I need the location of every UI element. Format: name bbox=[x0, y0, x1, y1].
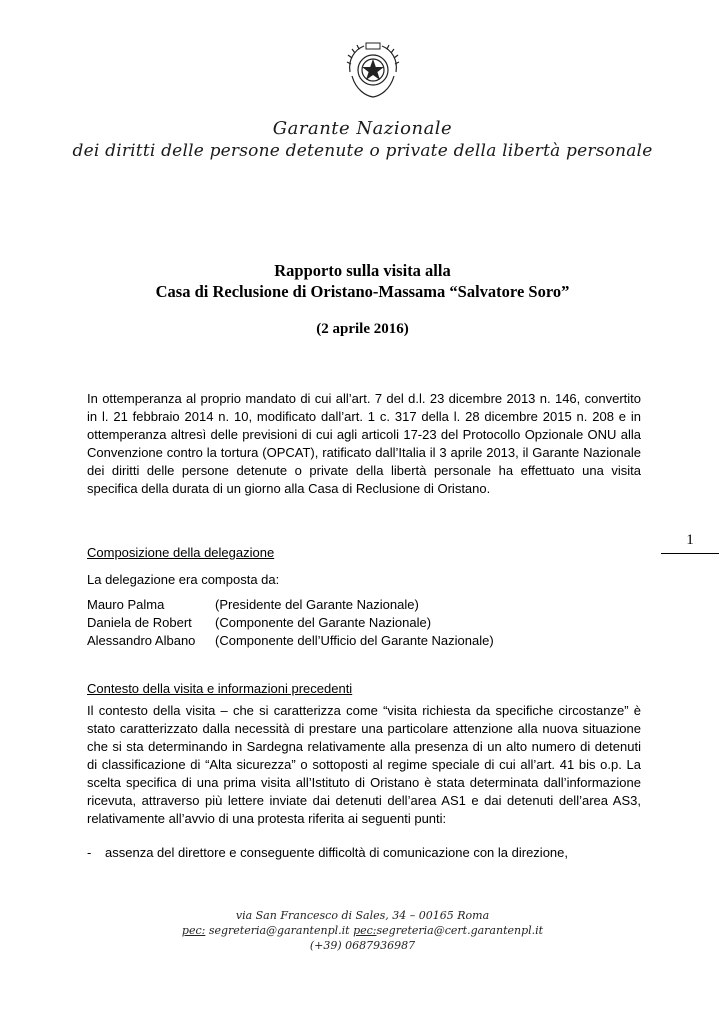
context-heading: Contesto della visita e informazioni precedenti bbox=[87, 681, 353, 696]
pec-label: pec: bbox=[181, 924, 206, 937]
delegation-heading: Composizione della delegazione bbox=[87, 545, 275, 560]
member-role: (Componente dell’Ufficio del Garante Nazionale) bbox=[215, 633, 494, 648]
member-name: Alessandro Albano bbox=[87, 633, 196, 648]
document-date: (2 aprile 2016) bbox=[316, 321, 409, 337]
header-title: Garante Nazionale bbox=[272, 118, 453, 139]
document-title-line2: Casa di Reclusione di Oristano-Massama “Salvatore Soro” bbox=[155, 282, 570, 301]
pec-cert-email[interactable]: segreteria@cert.garantenpl.it bbox=[376, 924, 544, 937]
bullet-marker: - bbox=[87, 845, 92, 860]
bullet-text: assenza del direttore e conseguente difficoltà di comunicazione con la direzione, bbox=[105, 845, 568, 860]
delegation-member bbox=[87, 614, 647, 632]
pec-email[interactable]: segreteria@garantenpl.it bbox=[208, 924, 350, 937]
header-subtitle: dei diritti delle persone detenute o private della libertà personale bbox=[72, 141, 653, 161]
document-title-line1: Rapporto sulla visita alla bbox=[274, 261, 451, 280]
italian-republic-emblem-icon bbox=[344, 40, 402, 100]
footer-address: via San Francesco di Sales, 34 – 00165 Roma bbox=[235, 909, 490, 922]
member-role: (Componente del Garante Nazionale) bbox=[215, 615, 432, 630]
pec-label: pec: bbox=[353, 924, 377, 937]
delegation-member bbox=[87, 596, 647, 614]
member-name: Daniela de Robert bbox=[87, 615, 192, 630]
context-paragraph: Il contesto della visita – che si caratterizza come “visita richiesta da specifiche circostanze” è stato caratterizzato dalla necessità di prestare una particolare attenzione alla nuova situazione che si sta determinando in Sardegna relativamente alla presenza di un alto numero di detenuti di classificazione di “Alta sicurezza” o sottoposti al regime speciale di cui all’art. 41 bis o.p. La scelta specifica di una prima visita all’Istituto di Oristano è stata determinata dall’informazione ricevuta, attraverso più lettere inviate dai detenuti dell’area AS1 e dai detenuti dell’area AS3, relativamente all’avvio di una protesta riferita ai seguenti punti: bbox=[87, 703, 641, 826]
member-name: Mauro Palma bbox=[87, 597, 165, 612]
delegation-member bbox=[87, 632, 647, 650]
footer-phone: (+39) 0687936987 bbox=[309, 939, 416, 952]
footer-pec bbox=[0, 924, 725, 937]
member-role: (Presidente del Garante Nazionale) bbox=[215, 597, 419, 612]
page-number-rule bbox=[661, 553, 719, 554]
intro-paragraph: In ottemperanza al proprio mandato di cui all’art. 7 del d.l. 23 dicembre 2013 n. 146, convertito in l. 21 febbraio 2014 n. 10, modificato dall’art. 1 c. 317 della l. 28 dicembre 2015 n. 208 e in ottemperanza altresì delle previsioni di cui agli articoli 17-23 del Protocollo Opzionale ONU alla Convenzione contro la tortura (OPCAT), ratificato dall’Italia il 3 aprile 2013, il Garante Nazionale dei diritti delle persone detenute o private della libertà personale ha effettuato una visita specifica della durata di un giorno alla Casa di Reclusione di Oristano. bbox=[87, 391, 641, 496]
delegation-intro: La delegazione era composta da: bbox=[87, 572, 280, 587]
page-number: 1 bbox=[686, 532, 694, 548]
